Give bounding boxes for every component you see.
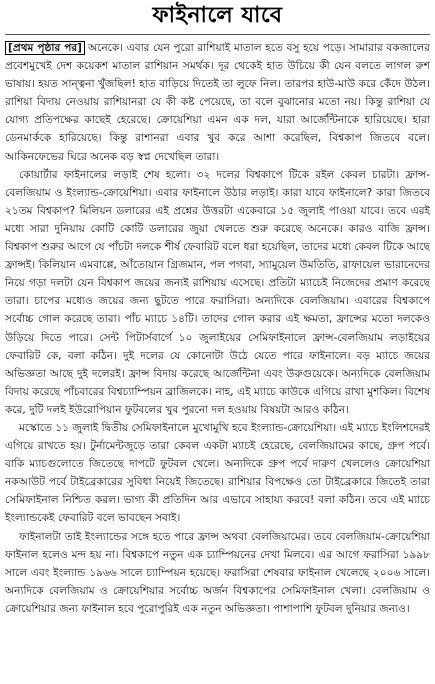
article-paragraph-3: মস্কোতে ১১ জুলাই দ্বিতীয় সেমিফাইনালে মুখোমুখি হবে ইংল্যান্ড-ক্রোয়েশিয়া। এই ম্যাচে ইংলিশদেরই এগিয়ে রাখতে হয়। টুর্নামেন্টজুড়ে তারা কেবল একটা ম্যাচই হেরেছে, বেলজিয়ামের কাছে, গ্রুপ পর্বে। বাকি ম্যাচগুলোতে জিতেছে দাপটে ফুটবল খেলে। অন্যদিকে গ্রুপ পর্বে দারুণ খেললেও ক্রোয়েশিয়া নকআউট পর্বে টাইব্রেকারের সুবিধা নিয়েই জিতেছে। রাশিয়ার বিপক্ষেও তো টাইব্রেকারে জিতেই তারা সেমিফাইনাল নিশ্চিত করল। ভাগ্য কী প্রতিদিন আর এভাবে সাহায্য করবে! বলা কঠিন। তবে এই ম্যাচে ইংল্যান্ডকেই ফেবারিট বলে ভাবছেন সবাই। xyxy=(5,421,430,525)
article-paragraph-1 xyxy=(5,39,430,166)
article-body xyxy=(5,34,430,680)
article-paragraph-4: ফাইনালটা তাই ইংল্যান্ডের সঙ্গে হতে পারে ফ্রান্স অথবা বেলজিয়ামের। তবে বেলজিয়াম-ক্রোয়েশিয়া ফাইনাল হলেও মন্দ হয় না। বিশ্বকাপে নতুন এক চ্যাম্পিয়নের দেখা মিলবে। এর আগে ফরাসিরা ১৯৯৮ সালে এবং ইংল্যান্ড ১৯৬৬ সালে চ্যাম্পিয়ন হয়েছে। ফরাসিরা শেষবার ফাইনাল খেলেছে ২০০৬ সালে। অন্যদিকে বেলজিয়াম ও ক্রোয়েশিয়ার সর্বোচ্চ অর্জন বিশ্বকাপের সেমিফাইনাল খেলা। বেলজিয়াম ও ক্রোয়েশিয়ার জন্য ফাইনাল হবে পুরোপুরিই এক নতুন অভিজ্ঞতা। পাশাপাশি ফুটবল দুনিয়ার জন্যও। xyxy=(5,530,430,615)
article-paragraph-2: কোয়ার্টার ফাইনালের লড়াই শেষ হলো। ৩২ দলের বিশ্বকাপে টিকে রইল কেবল চারটা। ফ্রান্স-বেলজিয়াম ও ইংল্যান্ড-ক্রোয়েশিয়া। এবার ফাইনালে উঠার লড়াই। কারা যাবে ফাইনালে? কারা জিতবে ২১তম বিশ্বকাপ? মিলিয়ন ডলারের এই প্রশ্নের উত্তরটা একেবারে ১৫ জুলাই পাওয়া যাবে। তবে এরই মধ্যে সারা দুনিয়ায় কোটি কোটি ডলারের জুয়া খেলতে শুরু করেছে অনেকে। কারও বাজি ফ্রান্স। বিশ্বকাপ শুরুর আগে যে পাঁচটা দলকে শীর্ষ ফেবারিট বলে ধরা হয়েছিল, তাদের মধ্যে কেবল টিকে আছে ফ্রান্সই। কিলিয়ান এমবাপ্পে, আঁতোয়ান গ্রিজমান, পল পগবা, স্যামুয়েল উমতিতি, রাফায়েল ভারানেদের নিয়ে গড়া দলটা যেন বিশ্বকাপ জয়ের জন্যই রাশিয়ায় এসেছে। প্রতিটা ম্যাচেই নিজেদের প্রমাণ করেছে তারা। চাপের মধ্যেও জয়ের জন্য ছুটতে পারে ফরাসিরা। অন্যদিকে বেলজিয়াম। এবারের বিশ্বকাপে সর্বোচ্চ গোল করেছে তারা। পাঁচ ম্যাচে ১৪টি। তাদের গোল করার এই ক্ষমতা, ফ্রান্সের মতো দলকেও উড়িয়ে দিতে পারে। সেন্ট পিটার্সবার্গে ১০ জুলাইয়ের সেমিফাইনালে ফ্রান্স-বেলজিয়াম লড়াইয়ের ফেবারিট কে, বলা কঠিন। দুই দলের যে কোনোটা উঠে যেতে পারে ফাইনালে। বড় ম্যাচে জয়ের অভিজ্ঞতা আছে দুই দলেরই। ফ্রান্স বিদায় করেছে আর্জেন্টিনা এবং উরুগুয়েকে। অন্যদিকে বেলজিয়াম বিদায় করেছে পাঁচবারের বিশ্বচ্যাম্পিয়ন ব্রাজিলকে। নাহ, এই ম্যাচে কাউকে এগিয়ে রাখা মুশকিল। বিশেষ করে, দুটি দলই ইউরোপিয়ান ফুটবলের খুব পুরনো দল হওয়ায় বিষয়টা আরও কঠিন। xyxy=(5,168,430,416)
paragraph-text: অনেকে। এবার যেন পুরো রাশিয়াই মাতাল হতে বসু হয়ে পড়ে। সামারার বকজালের প্রবেশমুখেই দেশ কয়েকশ মাতাল রাশিয়ান সমর্থক। দূর থেকেই হাত উচিয়ে কী যেন বলতে লাগল রুশ ভাষায়। হয়ত সান্ত্বনা খুঁজছিল! হাত বাড়িয়ে দিতেই তা লুফে নিল। তারপর হাউ-মাউ করে কেঁদে উঠল। রাশিয়া বিদায় নেওয়ায় রাশিয়ানরা যে কী কষ্ট পেয়েছে, তা বলে বুঝানোর মতো নয়। কিন্তু রাশিয়া যে যোগ্য প্রতিপক্ষের কাছেই হেরেছে। ক্রোয়েশিয়া এমন এক দল, যারা আর্জেন্টিনাকে হারিয়েছে। হারা ডেনমার্ককে হারিয়েছে। কিন্তু রাশানরা এবার খুব করে আশা করেছিল, বিশ্বকাপ জিতবে বলে। আকিনফেভের ঘিরে অনেক বড় স্বপ্ন দেখেছিল তারা। xyxy=(5,42,430,163)
headline: ফাইনালে যাবে xyxy=(152,3,283,28)
continuation-label: [প্রথম পৃষ্ঠার পর] xyxy=(5,41,85,55)
